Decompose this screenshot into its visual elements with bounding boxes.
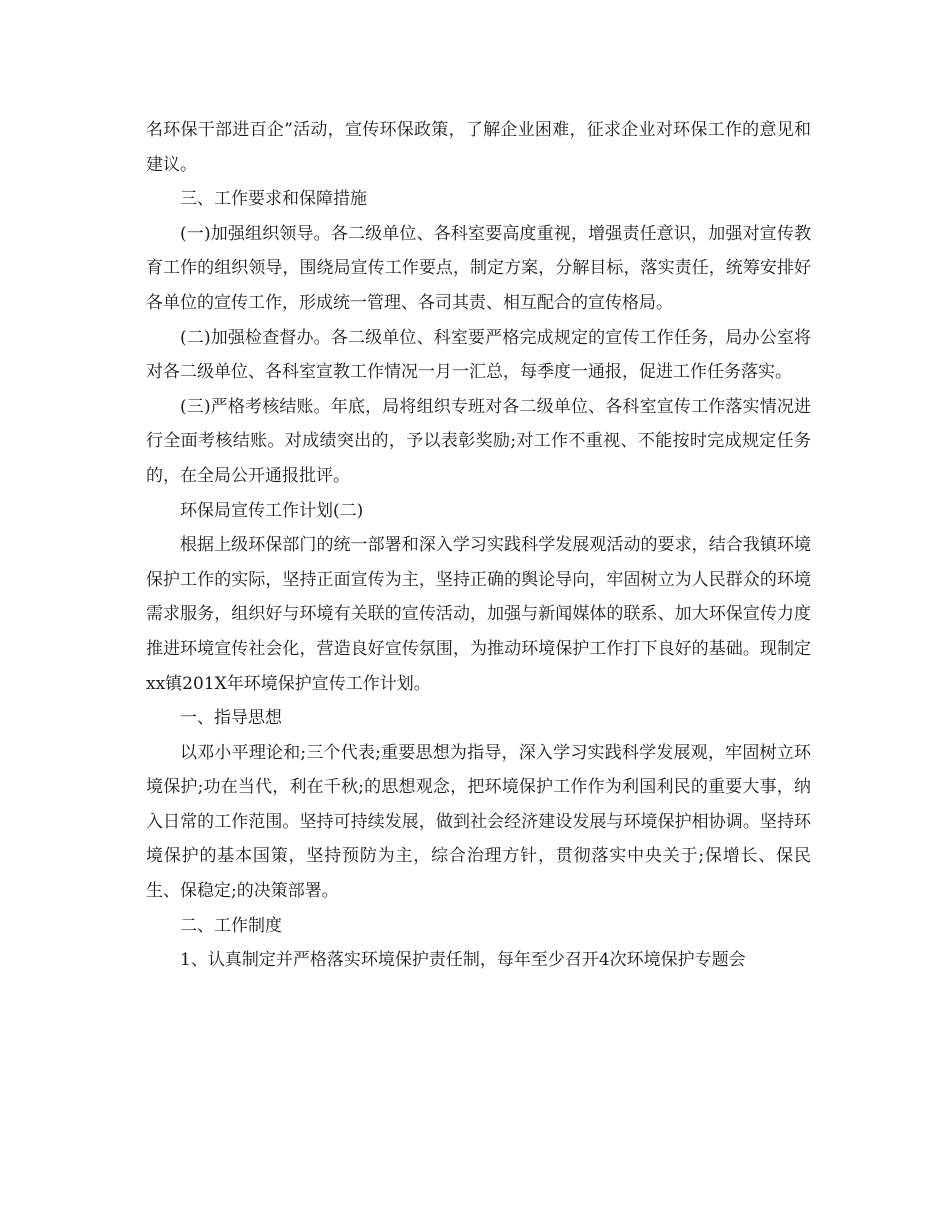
paragraph-guiding-ideology: 以邓小平理论和;三个代表;重要思想为指导，深入学习实践科学发展观，牢固树立环境保护;功在当代，利在千秋;的思想观念，把环境保护工作作为利国利民的重要大事，纳入日常的工作范围。坚持可持续发展，做到社会经济建设发展与环境保护相协调。坚持环境保护的基本国策，坚持预防为主，综合治理方针，贯彻落实中央关于;保增长、保民生、保稳定;的决策部署。 <box>146 742 811 902</box>
paragraph-inspection: (二)加强检查督办。各二级单位、科室要严格完成规定的宣传工作任务，局办公室将对各二级单位、各科室宣教工作情况一月一汇总，每季度一通报，促进工作任务落实。 <box>146 327 811 383</box>
paragraph-assessment: (三)严格考核结账。年底，局将组织专班对各二级单位、各科室宣传工作落实情况进行全面考核结账。对成绩突出的，予以表彰奖励;对工作不重视、不能按时完成规定任务的，在全局公开通报批评。 <box>146 396 811 486</box>
section-heading-guiding-ideology: 一、指导思想 <box>180 708 282 729</box>
section-heading-work-system: 二、工作制度 <box>180 915 282 936</box>
section-heading-requirements: 三、工作要求和保障措施 <box>180 189 367 210</box>
paragraph-intro: 根据上级环保部门的统一部署和深入学习实践科学发展观活动的要求，结合我镇环境保护工作的实际，坚持正面宣传为主，坚持正确的舆论导向，牢固树立为人民群众的环境需求服务，组织好与环境有关联的宣传活动，加强与新闻媒体的联系、加大环保宣传力度推进环境宣传社会化，营造良好宣传氛围，为推动环境保护工作打下良好的基础。现制定xx镇201X年环境保护宣传工作计划。 <box>146 535 811 694</box>
plan-title: 环保局宣传工作计划(二) <box>180 500 364 521</box>
document-body <box>146 113 811 978</box>
paragraph-organization: (一)加强组织领导。各二级单位、各科室要高度重视，增强责任意识，加强对宣传教育工作的组织领导，围绕局宣传工作要点，制定方案，分解目标，落实责任，统筹安排好各单位的宣传工作，形成统一管理、各司其责、相互配合的宣传格局。 <box>146 223 811 313</box>
paragraph-continued: 名环保干部进百企”活动，宣传环保政策，了解企业困难，征求企业对环保工作的意见和建议。 <box>146 120 811 175</box>
paragraph-work-system-item-1: 1、认真制定并严格落实环境保护责任制，每年至少召开4次环境保护专题会 <box>180 950 746 971</box>
